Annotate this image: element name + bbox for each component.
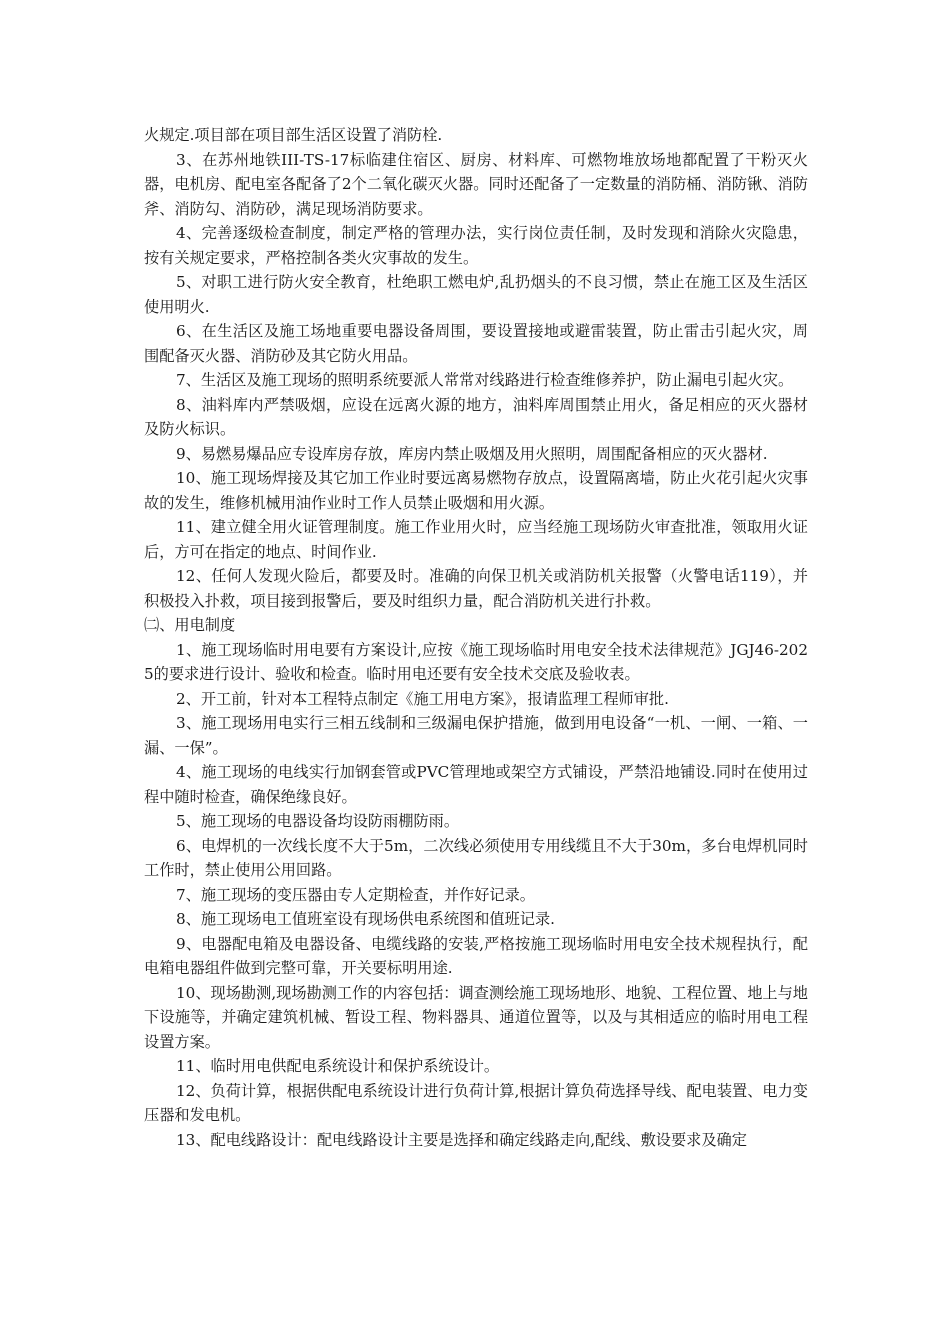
paragraph-elec-4: 4、施工现场的电线实行加钢套管或PVC管理地或架空方式铺设，严禁沿地铺设.同时在使用过程中随时检查，确保绝缘良好。 — [144, 763, 808, 806]
paragraph-fire-4: 4、完善逐级检查制度，制定严格的管理办法，实行岗位责任制，及时发现和消除火灾隐患，按有关规定要求，严格控制各类火灾事故的发生。 — [144, 224, 808, 267]
section-heading-electric: ㈡、用电制度 — [144, 616, 236, 634]
paragraph-elec-2: 2、开工前，针对本工程特点制定《施工用电方案》，报请监理工程师审批. — [176, 689, 669, 708]
paragraph-elec-3: 3、施工现场用电实行三相五线制和三级漏电保护措施，做到用电设备“一机、一闸、一箱、一漏、一保”。 — [144, 714, 808, 757]
paragraph-fire-8: 8、油料库内严禁吸烟，应设在远离火源的地方，油料库周围禁止用火，备足相应的灭火器材及防火标识。 — [144, 395, 808, 438]
paragraph-fire-7: 7、生活区及施工现场的照明系统要派人常常对线路进行检查维修养护，防止漏电引起火灾。 — [176, 371, 794, 389]
document-page — [144, 123, 808, 1152]
paragraph-elec-1: 1、施工现场临时用电要有方案设计,应按《施工现场临时用电安全技术法律规范》JGJ46-2025的要求进行设计、验收和检查。临时用电还要有安全技术交底及验收表。 — [144, 640, 808, 683]
paragraph-elec-7: 7、施工现场的变压器由专人定期检查，并作好记录。 — [176, 885, 535, 904]
paragraph-elec-9: 9、电器配电箱及电器设备、电缆线路的安装,严格按施工现场临时用电安全技术规程执行，配电箱电器组件做到完整可靠，开关要标明用途. — [144, 934, 808, 977]
paragraph-continued: 火规定.项目部在项目部生活区设置了消防栓. — [144, 126, 443, 144]
paragraph-fire-9: 9、易燃易爆品应专设库房存放，库房内禁止吸烟及用火照明，周围配备相应的灭火器材. — [176, 444, 768, 463]
paragraph-fire-12: 12、任何人发现火险后，都要及时。准确的向保卫机关或消防机关报警（火警电话119），并积极投入扑救，项目接到报警后，要及时组织力量，配合消防机关进行扑救。 — [144, 567, 808, 610]
paragraph-fire-11: 11、建立健全用火证管理制度。施工作业用火时，应当经施工现场防火审查批准，领取用火证后，方可在指定的地点、时间作业. — [144, 518, 808, 561]
paragraph-fire-6: 6、在生活区及施工场地重要电器设备周围，要设置接地或避雷装置，防止雷击引起火灾，周围配备灭火器、消防砂及其它防火用品。 — [144, 322, 808, 365]
paragraph-fire-10: 10、施工现场焊接及其它加工作业时要远离易燃物存放点，设置隔离墙，防止火花引起火灾事故的发生，维修机械用油作业时工作人员禁止吸烟和用火源。 — [144, 469, 808, 512]
paragraph-elec-5: 5、施工现场的电器设备均设防雨棚防雨。 — [176, 812, 460, 830]
paragraph-elec-8: 8、施工现场电工值班室设有现场供电系统图和值班记录. — [176, 910, 555, 928]
paragraph-elec-11: 11、临时用电供配电系统设计和保护系统设计。 — [176, 1057, 500, 1075]
paragraph-elec-12: 12、负荷计算，根据供配电系统设计进行负荷计算,根据计算负荷选择导线、配电装置、电力变压器和发电机。 — [144, 1081, 808, 1124]
paragraph-fire-5: 5、对职工进行防火安全教育，杜绝职工燃电炉,乱扔烟头的不良习惯，禁止在施工区及生活区使用明火. — [144, 273, 808, 316]
paragraph-elec-6: 6、电焊机的一次线长度不大于5m，二次线必须使用专用线缆且不大于30m，多台电焊机同时工作时，禁止使用公用回路。 — [144, 836, 808, 879]
paragraph-elec-13: 13、配电线路设计：配电线路设计主要是选择和确定线路走向,配线、敷设要求及确定 — [176, 1130, 747, 1149]
paragraph-elec-10: 10、现场勘测,现场勘测工作的内容包括：调查测绘施工现场地形、地貌、工程位置、地上与地下设施等，并确定建筑机械、暂设工程、物料器具、通道位置等，以及与其相适应的临时用电工程设置方案。 — [144, 983, 808, 1051]
paragraph-fire-3: 3、在苏州地铁III-TS-17标临建住宿区、厨房、材料库、可燃物堆放场地都配置了干粉灭火器，电机房、配电室各配备了2个二氧化碳灭火器。同时还配备了一定数量的消防桶、消防锹、消防斧、消防勾、消防砂，满足现场消防要求。 — [144, 150, 808, 218]
